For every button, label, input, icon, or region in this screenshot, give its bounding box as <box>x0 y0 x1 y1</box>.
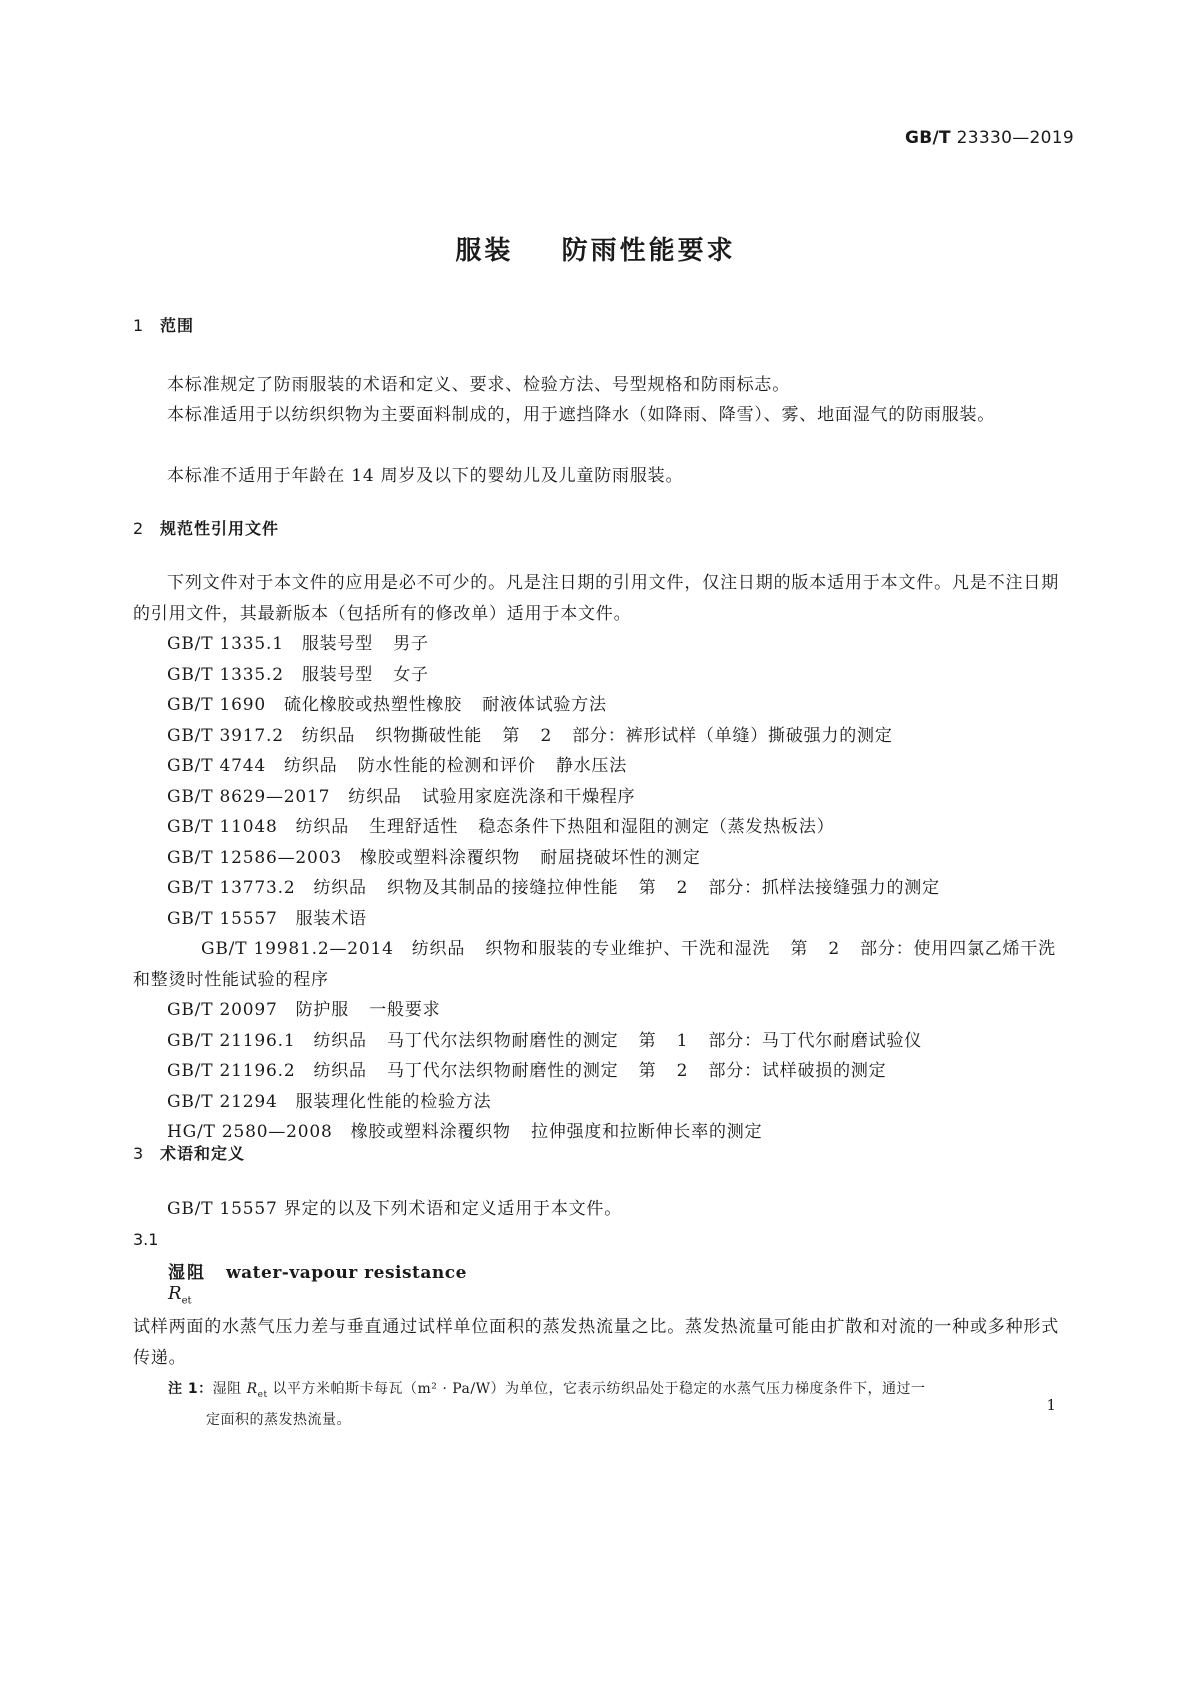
section-3-intro: GB/T 15557 界定的以及下列术语和定义适用于本文件。 <box>167 1199 623 1219</box>
reference-code: GB/T 13773.2 <box>167 878 296 898</box>
section-1-paragraph-1: 本标准规定了防雨服装的术语和定义、要求、检验方法、号型规格和防雨标志。 <box>167 375 790 395</box>
section-1-heading <box>133 313 194 336</box>
reference-item <box>133 690 1059 721</box>
reference-name: 纺织品 防水性能的检测和评价 静水压法 <box>284 756 628 776</box>
section-3-heading <box>133 1141 245 1164</box>
reference-name: 纺织品 织物及其制品的接缝拉伸性能 第 2 部分：抓样法接缝强力的测定 <box>313 878 940 898</box>
section-1-paragraph-2: 本标准适用于以纺织织物为主要面料制成的，用于遮挡降水（如降雨、降雪）、雾、地面湿气的防雨服装。 <box>167 405 996 425</box>
note-continuation: 定面积的蒸发热流量。 <box>206 1411 351 1428</box>
reference-item <box>133 812 1059 843</box>
page-number: 1 <box>1046 1396 1056 1414</box>
reference-code: GB/T 21196.2 <box>167 1061 296 1081</box>
reference-name: 纺织品 试验用家庭洗涤和干燥程序 <box>348 786 636 807</box>
term-symbol-subscript: et <box>181 1295 192 1307</box>
reference-item <box>133 934 1059 995</box>
reference-code: HG/T 2580—2008 <box>167 1122 333 1142</box>
reference-item <box>133 629 1059 660</box>
reference-item <box>133 751 1059 782</box>
reference-item <box>133 1026 1059 1057</box>
term-chinese: 湿阻 <box>168 1263 206 1283</box>
section-3-title: 术语和定义 <box>160 1144 246 1163</box>
reference-name: 纺织品 织物和服装的专业维护、干洗和湿洗 第 2 部分：使用四氯乙烯干洗和整烫时性能试验的程序 <box>133 939 1056 990</box>
reference-name: 硫化橡胶或热塑性橡胶 耐液体试验方法 <box>284 695 607 715</box>
reference-name: 纺织品 马丁代尔法织物耐磨性的测定 第 1 部分：马丁代尔耐磨试验仪 <box>313 1030 923 1051</box>
section-2-intro: 下列文件对于本文件的应用是必不可少的。凡是注日期的引用文件，仅注日期的版本适用于本文件。凡是不注日期的引用文件，其最新版本（包括所有的修改单）适用于本文件。 <box>133 573 1059 624</box>
reference-name: 服装理化性能的检验方法 <box>295 1091 492 1112</box>
note-symbol-letter: R <box>246 1381 258 1397</box>
reference-item <box>133 1087 1059 1118</box>
section-2-heading <box>133 516 279 539</box>
section-2-title: 规范性引用文件 <box>160 519 280 538</box>
note-text: 以平方米帕斯卡每瓦（m² · Pa/W）为单位，它表示纺织品处于稳定的水蒸气压力梯度条件下，通过一 <box>267 1381 926 1397</box>
reference-code: GB/T 8629—2017 <box>167 786 331 807</box>
note-text-pre: 湿阻 <box>212 1381 247 1397</box>
reference-list <box>133 629 1059 1148</box>
term-definition: 试样两面的水蒸气压力差与垂直通过试样单位面积的蒸发热流量之比。蒸发热流量可能由扩散和对流的一种或多种形式传递。 <box>133 1317 1059 1368</box>
reference-item <box>133 1056 1059 1087</box>
reference-code: GB/T 20097 <box>167 1000 278 1020</box>
reference-code: GB/T 12586—2003 <box>167 847 342 868</box>
reference-item <box>133 660 1059 691</box>
reference-name: 纺织品 生理舒适性 稳态条件下热阻和湿阻的测定（蒸发热板法） <box>295 817 835 837</box>
term-heading <box>168 1258 467 1283</box>
reference-code: GB/T 21196.1 <box>167 1030 296 1051</box>
note-symbol-subscript: et <box>257 1389 268 1400</box>
term-english: water-vapour resistance <box>226 1263 467 1283</box>
section-1-title: 范围 <box>160 316 195 335</box>
reference-item <box>133 782 1059 813</box>
reference-code: GB/T 3917.2 <box>167 725 284 746</box>
reference-code: GB/T 15557 <box>167 908 278 929</box>
note-1 <box>168 1377 1059 1433</box>
reference-name: 服装号型 女子 <box>301 664 429 685</box>
reference-name: 防护服 一般要求 <box>295 1000 441 1020</box>
section-1-number: 1 <box>133 316 145 335</box>
reference-item <box>133 721 1059 752</box>
reference-name: 橡胶或塑料涂覆织物 耐屈挠破坏性的测定 <box>359 847 701 868</box>
reference-item <box>133 995 1059 1026</box>
note-symbol <box>246 1381 268 1400</box>
section-3-number: 3 <box>133 1144 145 1163</box>
section-1-paragraph-3: 本标准不适用于年龄在 14 周岁及以下的婴幼儿及儿童防雨服装。 <box>167 466 684 486</box>
reference-name: 橡胶或塑料涂覆织物 拉伸强度和拉断伸长率的测定 <box>350 1122 763 1142</box>
reference-name: 服装号型 男子 <box>301 634 429 654</box>
reference-name: 服装术语 <box>295 908 367 929</box>
reference-code: GB/T 1690 <box>167 695 267 715</box>
term-symbol-letter: R <box>168 1283 182 1304</box>
reference-code: GB/T 4744 <box>167 756 267 776</box>
reference-item <box>133 843 1059 874</box>
document-code-prefix: GB/T <box>905 128 951 148</box>
reference-code: GB/T 21294 <box>167 1091 278 1112</box>
reference-item <box>133 904 1059 935</box>
section-2-number: 2 <box>133 519 145 538</box>
reference-code: GB/T 1335.1 <box>167 634 284 654</box>
reference-code: GB/T 19981.2—2014 <box>201 939 394 959</box>
reference-code: GB/T 1335.2 <box>167 664 284 685</box>
clause-number: 3.1 <box>133 1230 159 1249</box>
note-label: 注 1： <box>168 1381 213 1397</box>
reference-code: GB/T 11048 <box>167 817 278 837</box>
reference-name: 纺织品 马丁代尔法织物耐磨性的测定 第 2 部分：试样破损的测定 <box>313 1061 887 1081</box>
term-symbol <box>168 1283 192 1307</box>
document-code <box>905 128 1074 148</box>
page-title: 服装 防雨性能要求 <box>455 236 736 266</box>
reference-name: 纺织品 织物撕破性能 第 2 部分：裤形试样（单缝）撕破强力的测定 <box>301 725 893 746</box>
document-code-number: 23330—2019 <box>956 128 1074 148</box>
reference-item <box>133 1117 1059 1148</box>
reference-item <box>133 873 1059 904</box>
